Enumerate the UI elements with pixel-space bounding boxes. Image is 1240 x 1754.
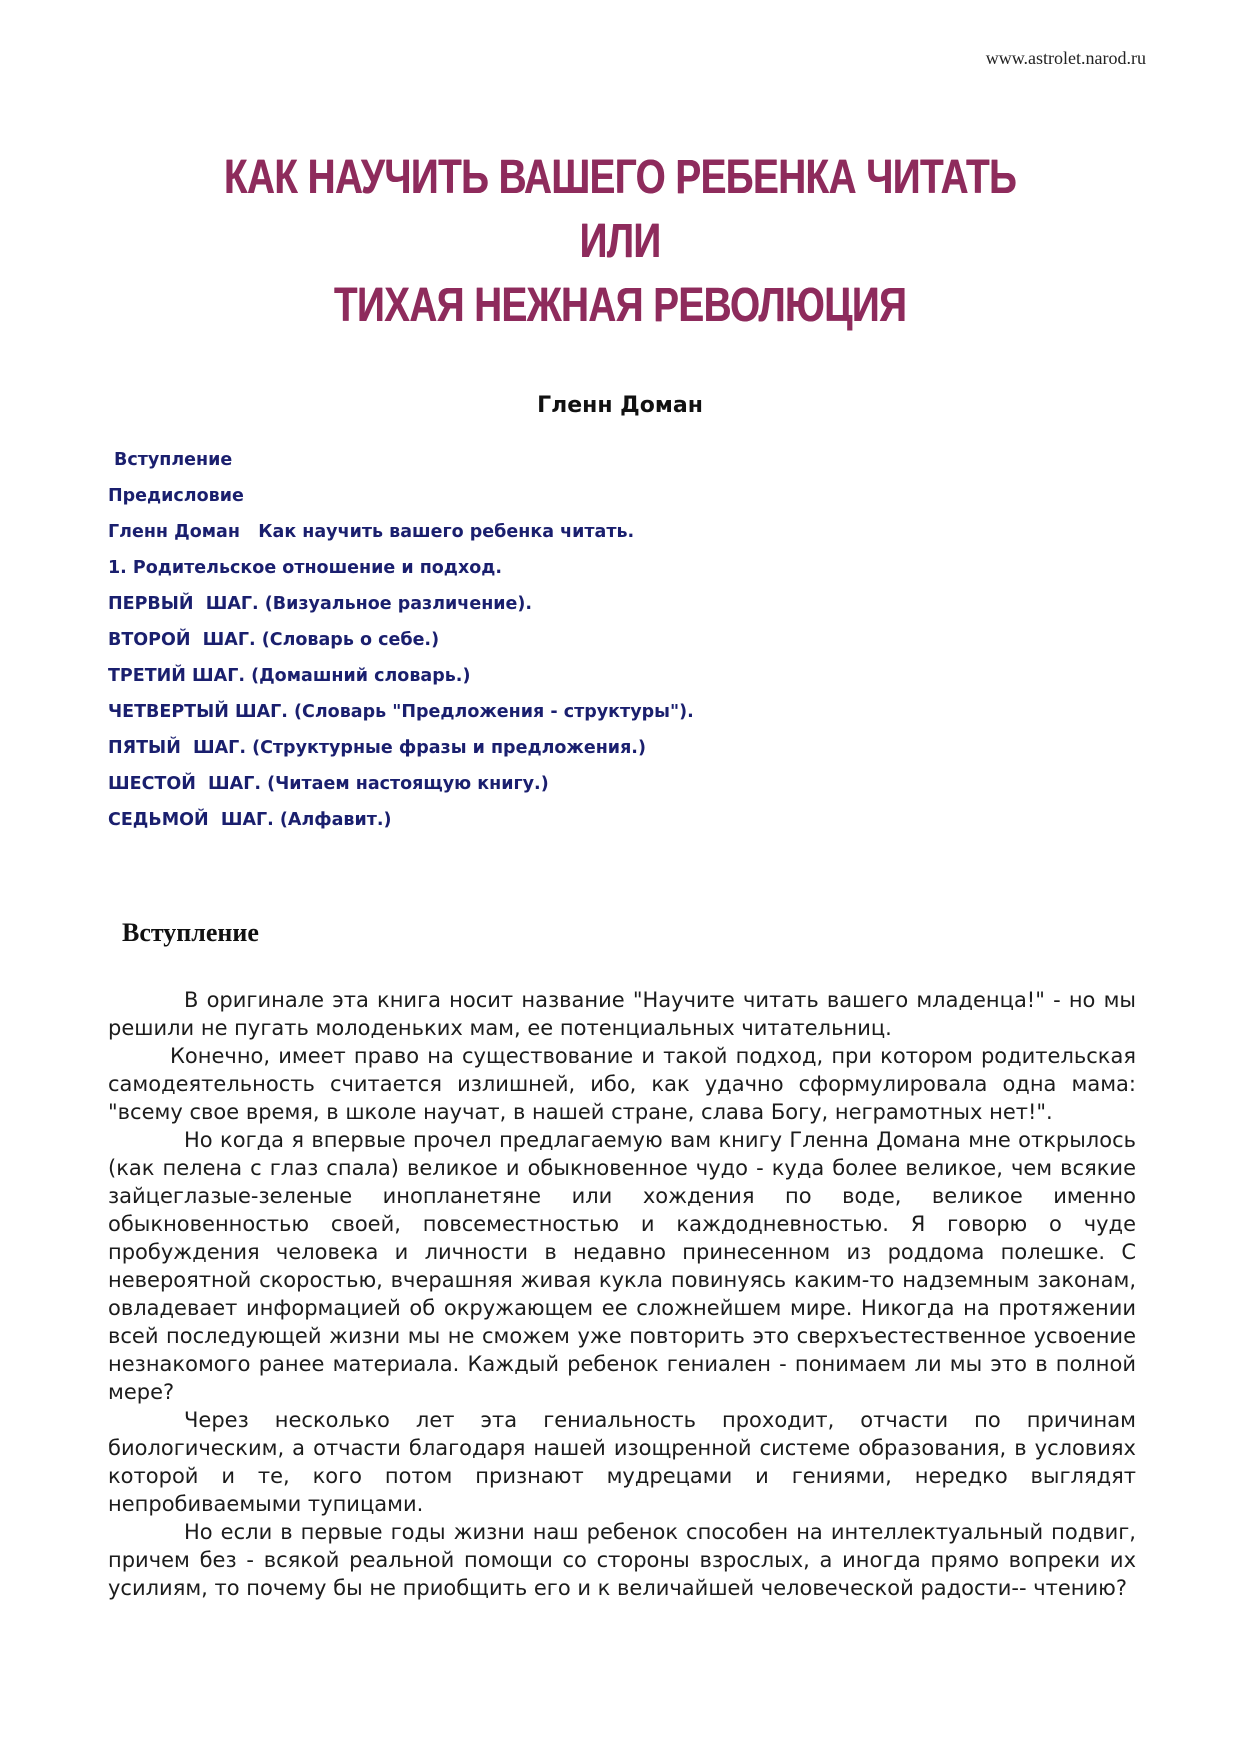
title-line: ТИХАЯ НЕЖНАЯ РЕВОЛЮЦИЯ <box>333 279 907 332</box>
toc-link-introduction[interactable]: Вступление <box>114 450 233 470</box>
toc-link-chapter-1[interactable]: 1. Родительское отношение и подход. <box>108 558 503 578</box>
toc-link-main[interactable]: Гленн Доман Как научить вашего ребенка читать. <box>108 522 635 542</box>
paragraph: Но когда я впервые прочел предлагаемую вам книгу Гленна Домана мне открылось (как пелена с глаз спала) великое и обыкновенное чудо - куда более великое, чем всякие зайцеглазые-зеленые инопланетяне или хождения по воде, великое именно обыкновенностью своей, повсеместностью и каждодневностью. Я говорю о чуде пробуждения человека и личности в недавно принесенном из роддома полешке. С невероятной скоростью, вчерашняя живая кукла повинуясь каким-то надземным законам, овладевает информацией об окружающем ее сложнейшем мире. Никогда на протяжении всей последующей жизни мы не сможем уже повторить это сверхъестественное усвоение незнакомого ранее материала. Каждый ребенок гениален - понимаем ли мы это в полной мере? <box>108 1128 1136 1404</box>
toc-link-preface[interactable]: Предисловие <box>108 486 244 506</box>
author-name: Гленн Доман <box>537 393 703 418</box>
toc-link-step-6[interactable]: ШЕСТОЙ ШАГ. (Читаем настоящую книгу.) <box>108 774 549 794</box>
toc-link-step-2[interactable]: ВТОРОЙ ШАГ. (Словарь о себе.) <box>108 630 440 650</box>
paragraph: Через несколько лет эта гениальность проходит, отчасти по причинам биологическим, а отчасти благодаря нашей изощренной системе образования, в условиях которой и те, кого потом признают мудрецами и гениями, нередко выглядят непробиваемыми тупицами. <box>108 1408 1136 1516</box>
site-url: www.astrolet.narod.ru <box>985 48 1146 68</box>
title-line: ИЛИ <box>579 215 661 268</box>
paragraph: Конечно, имеет право на существование и такой подход, при котором родительская самодеятельность считается излишней, ибо, как удачно сформулировала одна мама: "всему свое время, в школе научат, в нашей стране, слава Богу, неграмотных нет!". <box>108 1044 1136 1124</box>
title-line: КАК НАУЧИТЬ ВАШЕГО РЕБЕНКА ЧИТАТЬ <box>223 151 1017 204</box>
toc-link-step-4[interactable]: ЧЕТВЕРТЫЙ ШАГ. (Словарь "Предложения - структуры"). <box>108 702 694 722</box>
section-heading: Вступление <box>122 918 259 947</box>
toc-link-step-7[interactable]: СЕДЬМОЙ ШАГ. (Алфавит.) <box>108 810 392 830</box>
paragraph: В оригинале эта книга носит название "Научите читать вашего младенца!" - но мы решили не пугать молоденьких мам, ее потенциальных читательниц. <box>108 988 1136 1040</box>
paragraph: Но если в первые годы жизни наш ребенок способен на интеллектуальный подвиг, причем без - всякой реальной помощи со стороны взрослых, а иногда прямо вопреки их усилиям, то почему бы не приобщить его и к величайшей человеческой радости-- чтению? <box>108 1520 1136 1600</box>
table-of-contents <box>108 447 694 843</box>
toc-link-step-1[interactable]: ПЕРВЫЙ ШАГ. (Визуальное различение). <box>108 594 533 614</box>
body-text <box>108 986 1136 1602</box>
toc-link-step-5[interactable]: ПЯТЫЙ ШАГ. (Структурные фразы и предложения.) <box>108 738 646 758</box>
toc-link-step-3[interactable]: ТРЕТИЙ ШАГ. (Домашний словарь.) <box>108 666 471 686</box>
book-title <box>0 146 1240 338</box>
